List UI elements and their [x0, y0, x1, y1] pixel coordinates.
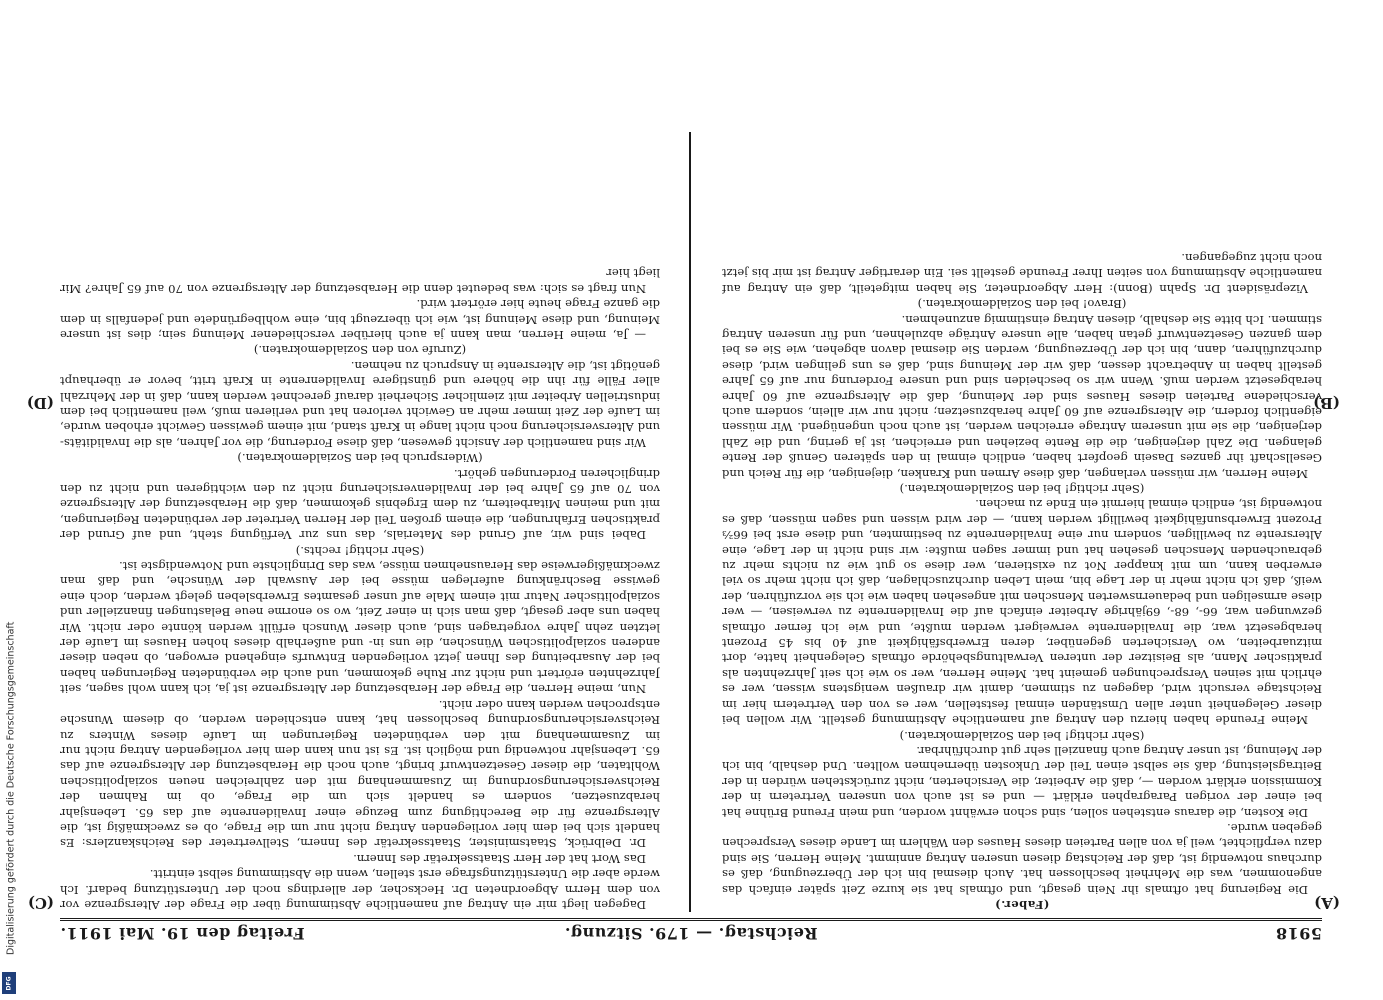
paragraph: Wir sind namentlich der Ansicht gewesen, daß diese Forderung, die vor Jahren, als die Invaliditäts- und Altersversicherung noch nicht lange in Kraft stand, mit einem gewissen Gewicht erhoben wurde, im Laufe der Zeit immer mehr an Gewicht verloren hat und verlieren muß, weil namentlich bei dem industriellen Arbeiter mit ziemlicher Sicherheit darauf gerechnet werden kann, daß in der Mehrzahl aller Fälle für ihn die höhere und günstigere Invalidenrente in Kraft tritt, bevor er überhaupt genötigt ist, die Altersrente in Anspruch zu nehmen.	[60, 358, 660, 450]
speaker-line: (Faber.)	[994, 898, 1050, 912]
header-rule	[60, 918, 1322, 921]
digitization-caption	[3, 4, 19, 996]
paragraph: Meine Herren, wir müssen verlangen, daß diese Armen und Kranken, diejenigen, die für Reich und Gesellschaft ihr ganzes Dasein geopfert haben, endlich einmal in den späteren Genuß der Rente gelangen. Die Zahl derjenigen, die die Rente beziehen und erreichen, ist ja gering, und die Zahl derjenigen, die sie mit unserem Antrage erreichen werden, ist auch noch ungenügend. Wir müssen eigentlich fordern, die Altersgrenze auf 60 Jahre herabzusetzen; nicht nur wir allein, sondern auch verschiedene Parteien dieses Hauses sind der Meinung, daß die Altersgrenze auf 60 Jahre herabgesetzt werden muß. Wenn wir so bescheiden sind und unsere Forderung nur auf 65 Jahre gestellt haben in Anbetracht dessen, daß wir der Meinung sind, daß es uns gelingen wird, diese durchzuführen, dann, bin ich der Überzeugung, werden Sie diesmal davon abgehen, wie Sie es bei dem ganzen Gesetzentwurf getan haben, alle unsere Anträge abzulehnen, und für unseren Antrag stimmen. Ich bitte Sie deshalb, diesen Antrag einstimmig anzunehmen.	[722, 312, 1322, 481]
margin-mark-d: (D)	[26, 394, 54, 412]
interjection: (Sehr richtig! bei den Sozialdemokraten.)	[899, 482, 1145, 497]
paragraph: Dr. Delbrück, Staatsminister, Staatssekretär des Innern, Stellvertreter des Reichskanzlers: Es handelt sich bei dem hier vorliegenden Antrag nicht nur um die Frage, ob es zweckmäßig ist, die Altersgrenze für die Berechtigung zum Bezuge einer Invalidenrente auf das 65. Lebensjahr herabzusetzen, sondern es handelt sich um die Frage, ob im Rahmen der Reichsversicherungsordnung im Zusammenhang mit den zahlreichen neuen sozialpolitischen Wohltaten, die dieser Gesetzentwurf bringt, auch noch die Herabsetzung der Altersgrenze auf das 65. Lebensjahr notwendig und möglich ist. Es ist nun kann dem hier vorliegenden Antrag nicht nur im Zusammenhang mit den verbündeten Regierungen im Laufe dieses Winters zu Reichsversicherungsordnung beschlossen hat, kann entschieden werden, ob diesem Wunsche entsprochen werden kann oder nicht.	[60, 697, 660, 851]
paragraph: Dabei sind wir, auf Grund des Materials, das uns zur Verfügung steht, und auf Grund der praktischen Erfahrungen, die einem großen Teil der Herren Vertreter der verbündeten Regierungen, mit und meinen Mitarbeitern, zu dem Ergebnis gekommen, daß die Herabsetzung der Altersgrenze von 70 auf 65 Jahre bei der Invalidenversicherung nicht zu den wichtigeren und nicht zu den dringlicheren Forderungen gehört.	[60, 466, 660, 543]
interjection: (Widerspruch bei den Sozialdemokraten.)	[237, 451, 483, 466]
newspaper-page	[26, 48, 1340, 952]
margin-mark-a: (A)	[1314, 894, 1340, 912]
column-divider	[689, 132, 691, 912]
interjection: (Sehr richtig! rechts.)	[295, 543, 425, 558]
interjection: (Bravo! bei den Sozialdemokraten.)	[917, 297, 1127, 312]
paragraph: Die Regierung hat oftmals ihr Nein gesagt, und oftmals hat sie kurze Zeit später einfach das angenommen, was die Mehrheit beschlossen hat. Auch diesmal bin ich der Überzeugung, daß es durchaus notwendig ist, daß der Reichstag diesen unseren Antrag annimmt. Meine Herren, Sie sind dazu verpflichtet, weil ja von allen Parteien dieses Hauses den Wählern im Lande dieses Versprechen gegeben wurde.	[722, 820, 1322, 897]
paragraph: Nun fragt es sich: was bedeutet denn die Herabsetzung der Altersgrenze von 70 auf 65 Jahre? Mir liegt hier	[60, 266, 660, 296]
paragraph: Dagegen liegt mir ein Antrag auf namentliche Abstimmung über die Frage der Altersgrenze vor von dem Herrn Abgeordneten Dr. Heckscher, der allerdings noch der Unterstützung bedarf. Ich werde aber die Unterstützungsfrage erst stellen, wenn die Abstimmung selbst eintritt.	[60, 867, 660, 912]
dfg-logo	[2, 972, 16, 994]
page-number: 5918	[1275, 924, 1322, 943]
right-column	[60, 52, 660, 912]
interjection: (Sehr richtig! bei den Sozialdemokraten.)	[899, 728, 1145, 743]
paragraph: — Ja, meine Herren, man kann ja auch hierüber verschiedener Meinung sein; dies ist unsere Meinung, und diese Meinung ist, wie ich überzeugt bin, eine wohlbegründete und jedenfalls in dem die ganze Frage heute hier erörtert wird.	[60, 297, 660, 342]
margin-mark-b: (B)	[1313, 394, 1340, 412]
dfg-logo-text: DFG	[5, 975, 13, 991]
paragraph: Das Wort hat der Herr Staatssekretär des Innern.	[353, 851, 646, 866]
paragraph: Die Kosten, die daraus entstehen sollen, sind schon erwähnt worden, und mein Freund Brühne hat bei einer der vorigen Paragraphen erklärt — und es ist auch von unseren Vertretern in der Kommission erklärt worden —, daß die Arbeiter, die Versicherten, nicht zurückstehen würden in der Beitragsleistung, daß sie selbst einen Teil der Unkosten übernehmen wollten. Und deshalb, bin ich der Meinung, ist unser Antrag auch finanziell sehr gut durchführbar.	[722, 743, 1322, 820]
caption-text: Digitalisierung gefördert durch die Deutsche Forschungsgemeinschaft	[5, 621, 17, 955]
paragraph: Nun, meine Herren, die Frage der Herabsetzung der Altersgrenze ist ja, ich kann wohl sagen, seit Jahrzehnten erörtert und nicht zur Ruhe gekommen, und auch die verbündeten Regierungen haben bei der Ausarbeitung des Ihnen jetzt vorliegenden Entwurfs eingehend erwogen, ob neben dieser anderen sozialpolitischen Wünschen, die uns in- und außerhalb dieses hohen Hauses im Laufe der letzten zehn Jahre vorgetragen sind, auch dieser Wunsch erfüllt werden könnte oder nicht. Wir haben uns aber gesagt, daß man sich in einer Zeit, wo so enorme neue Belastungen finanzieller und sozialpolitischer Natur mit einem Male auf unser gesamtes Erwerbsleben gelegt werden, doch eine gewisse Beschränkung auferlegen müsse bei der Auswahl der Wünsche, und daß man zweckmäßigerweise das Herausnehmen müsse, was das Dringlichste und Notwendigste ist.	[60, 559, 660, 697]
interjection: (Zurufe von den Sozialdemokraten.)	[253, 343, 467, 358]
left-column	[722, 52, 1322, 912]
header-date: Freitag den 19. Mai 1911.	[60, 924, 305, 943]
paragraph: Vizepräsident Dr. Spahn (Bonn): Herr Abgeordneter, Sie haben mitgeteilt, daß ein Antrag auf namentliche Abstimmung von seiten Ihrer Freunde gestellt sei. Ein derartiger Antrag ist mir bis jetzt noch nicht zugegangen.	[722, 250, 1322, 296]
page-header	[60, 924, 1322, 952]
margin-mark-c: (C)	[27, 894, 54, 912]
paragraph: Meine Freunde haben hierzu den Antrag auf namentliche Abstimmung gestellt. Wir wollen bei dieser Gelegenheit unter allen Umständen einmal feststellen, wer es von den Vertretern hier im Reichstage versucht wird, dagegen zu stimmen, damit wir draußen wenigstens wissen, wer es ehrlich mit seinen Versprechungen gemeint hat. Meine Herren, wer so wie ich seit Jahrzehnten als praktischer Mann, als Beisitzer der unteren Verwaltungsbehörde oftmals Gelegenheit hatte, dort mitzuarbeiten, wo Versicherten gegenüber, deren Erwerbsfähigkeit auf 40 bis 45 Prozent herabgesetzt war, die Invalidenrente verweigert werden mußte, und wie ich ferner oftmals gezwungen war, 66-, 68-, 69jährige Arbeiter einfach auf die Invalidenrente zu verweisen, — wer diese armseligen und bedauernswerten Menschen mit angesehen haben wie ich sie vorzuführen, der weiß, daß ich nicht mehr in der Lage bin, mein Leben durchzuschlagen, daß ich nicht mehr so viel erwerben kann, um mit knapper Not zu existieren, wer diese so gut wie zu nichts mehr zu gebrauchenden Menschen gesehen hat und immer sagen mußte: wir sind nicht in der Lage, eine Altersrente zu bewilligen, sondern nur eine Invalidenrente zu bestimmten, und diese erst bei 66⅔ Prozent Erwerbsunfähigkeit bewilligt werden kann, — der wird wissen und sagen müssen, daß es notwendig ist, endlich einmal hiermit ein Ende zu machen.	[722, 497, 1322, 728]
header-title: Reichstag. — 179. Sitzung.	[564, 924, 818, 943]
